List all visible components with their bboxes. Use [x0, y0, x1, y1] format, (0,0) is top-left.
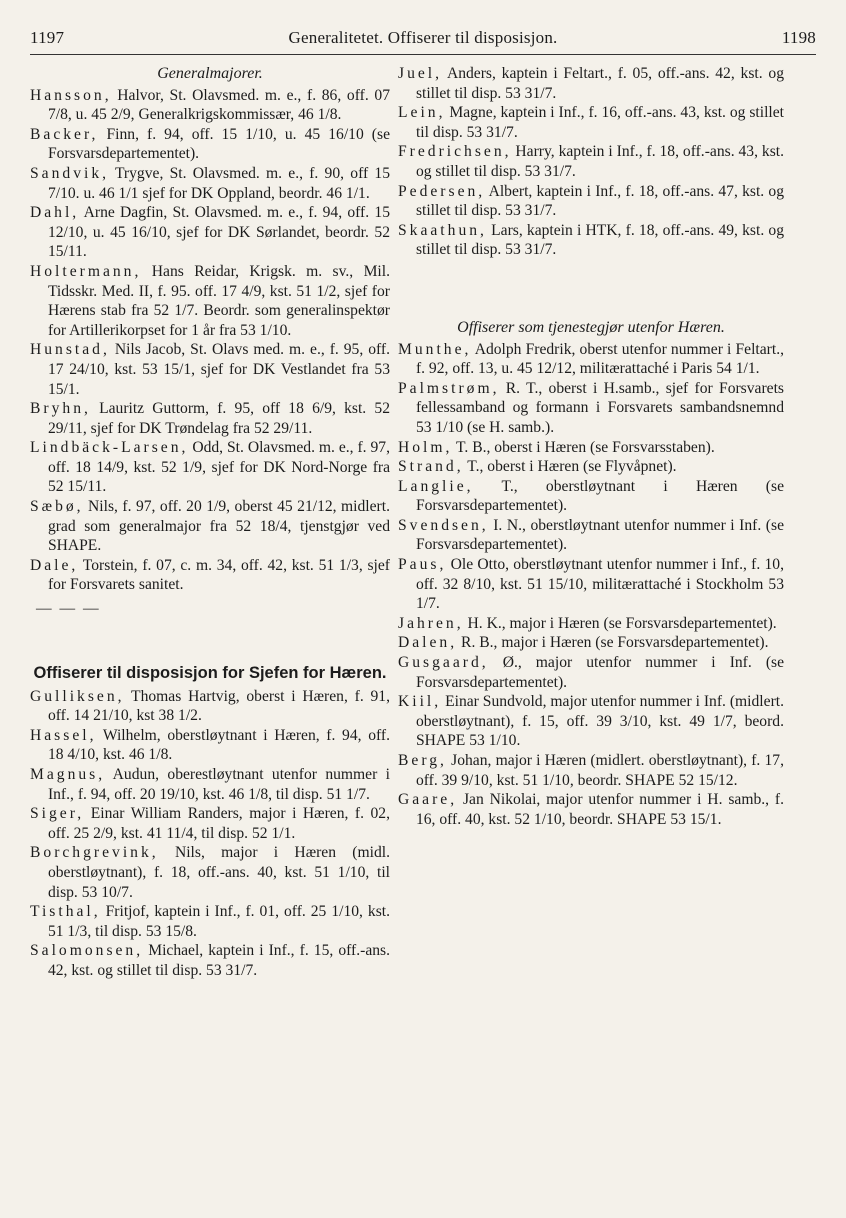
entry-text: Adolph Fredrik, oberst utenfor nummer i Feltart., f. 92, off. 13, u. 45 12/12, militærattaché i Paris 54 1/1. — [415, 340, 784, 378]
entry-text: Audun, oberestløytnant utenfor nummer i Inf., f. 94, off. 20 19/10, kst. 46 1/8, til disp. 51 1/7. — [47, 766, 390, 803]
entry-name: Magnus, — [30, 766, 106, 783]
entry-name: Holm, — [398, 438, 453, 456]
entry-name: Langlie, — [398, 477, 474, 495]
entry-name: Backer, — [30, 125, 99, 143]
entry-text: Wilhelm, oberstløytnant i Hæren, f. 94, off. 18 4/10, kst. 46 1/8. — [47, 726, 390, 764]
entry-name: Paus, — [398, 556, 447, 574]
entry-text: Ø., major utenfor nummer i Inf. (se Forsvarsdepartementet). — [415, 654, 784, 691]
entry-name: Pedersen, — [398, 182, 486, 200]
entry-name: Munthe, — [398, 340, 472, 358]
entry-text: Nils Jacob, St. Olavs med. m. e., f. 95, off. 17 24/10, kst. 53 15/1, sjef for DK Vestlandet fra 53 15/1. — [47, 341, 390, 398]
entry — [398, 633, 784, 653]
entry — [398, 103, 784, 142]
entry — [398, 182, 784, 221]
entry-name: Hassel, — [30, 726, 97, 744]
section-heading-utenfor: Offiserer som tjenestegjør utenfor Hæren. — [457, 318, 725, 336]
entry-text: Torstein, f. 07, c. m. 34, off. 42, kst. 51 1/3, sjef for Forsvarets sanitet. — [47, 556, 390, 594]
entry-text: Anders, kaptein i Feltart., f. 05, off.-ans. 42, kst. og stillet til disp. 53 31/7. — [415, 65, 784, 102]
entry — [30, 164, 390, 203]
entry — [30, 86, 390, 125]
entry — [30, 804, 390, 843]
header-rule — [30, 54, 816, 55]
section-separator: — — — — [36, 600, 101, 618]
entry — [398, 751, 784, 790]
section-heading-disposisjon: Offiserer til disposisjon for Sjefen for Hæren. — [33, 663, 387, 682]
entry-name: Tisthal, — [30, 903, 101, 921]
entry-text: Johan, major i Hæren (midlert. oberstløytnant), f. 17, off. 39 9/10, kst. 51 1/10, beordr. SHAPE 52 15/12. — [415, 752, 784, 789]
entry-name: Borchgrevink, — [30, 844, 159, 862]
entry — [30, 399, 390, 438]
entry-text: Einar Sundvold, major utenfor nummer i Inf. (midlert. oberstløytnant), f. 15, off. 39 3/10, kst. 49 1/7, beord. SHAPE 53 1/10. — [415, 693, 784, 750]
entry-name: Kiil, — [398, 693, 442, 711]
entry-text: Hans Reidar, Krigsk. m. sv., Mil. Tidsskr. Med. II, f. 95. off. 17 4/9, kst. 51 1/2, sjef for Hærens stab fra 52 1/7. Beordr. som generalinspektør for Artillerikorpset for 1 år fra 53 1/10. — [47, 262, 390, 339]
entry-name: Jahren, — [398, 614, 464, 632]
entry-name: Bryhn, — [30, 400, 91, 418]
entry-text: I. N., oberstløytnant utenfor nummer i Inf. (se Forsvarsdepartementet). — [415, 516, 784, 554]
right-column — [398, 64, 784, 829]
entry — [398, 340, 784, 379]
left-column — [30, 64, 390, 981]
entry — [398, 516, 784, 555]
entry-text: Magne, kaptein i Inf., f. 16, off.-ans. 43, kst. og stillet til disp. 53 31/7. — [415, 104, 784, 141]
entry-name: Lein, — [398, 104, 446, 122]
entry-name: Salomonsen, — [30, 942, 144, 960]
entry-name: Dalen, — [398, 634, 458, 652]
entry-name: Gaare, — [398, 791, 458, 809]
entry — [398, 142, 784, 181]
entry — [398, 653, 784, 692]
entry-name: Holtermann, — [30, 262, 142, 280]
entry-text: R. T., oberst i H.samb., sjef for Forsvarets fellessamband og formann i Forsvarets sambandsnemnd 53 1/10 (se H. samb.). — [415, 379, 784, 436]
entry-text: Fritjof, kaptein i Inf., f. 01, off. 25 1/10, kst. 51 1/3, til disp. 53 15/8. — [47, 903, 390, 940]
entry-name: Sæbø, — [30, 498, 84, 516]
entry — [30, 726, 390, 765]
entry — [398, 555, 784, 614]
entry-text: Halvor, St. Olavsmed. m. e., f. 86, off. 07 7/8, u. 45 2/9, Generalkrigskommissær, 46 1/8. — [47, 86, 390, 124]
utenfor-list — [398, 340, 784, 830]
generalmajorer-list — [30, 86, 390, 595]
entry-name: Hunstad, — [30, 341, 110, 359]
entry-text: T. B., oberst i Hæren (se Forsvarsstaben). — [452, 438, 715, 456]
entry — [30, 902, 390, 941]
entry-text: Einar William Randers, major i Hæren, f. 02, off. 25 2/9, kst. 41 11/4, til disp. 52 1/1. — [47, 805, 390, 842]
entry — [30, 843, 390, 902]
entry-text: Lars, kaptein i HTK, f. 18, off.-ans. 49, kst. og stillet til disp. 53 31/7. — [415, 221, 784, 259]
entry-name: Lindbäck-Larsen, — [30, 439, 189, 457]
entry-name: Sandvik, — [30, 164, 110, 182]
entry-text: Albert, kaptein i Inf., f. 18, off.-ans. 47, kst. og stillet til disp. 53 31/7. — [415, 182, 784, 220]
entry-text: T., oberst i Hæren (se Flyvåpnet). — [463, 458, 677, 476]
entry-name: Svendsen, — [398, 516, 489, 534]
entry — [30, 262, 390, 340]
entry — [30, 125, 390, 164]
entry — [30, 340, 390, 399]
entry — [398, 379, 784, 438]
entry-text: Ole Otto, oberstløytnant utenfor nummer i Inf., f. 10, off. 32 8/10, kst. 51 15/10, militærattaché i Stockholm 53 1/7. — [415, 556, 784, 613]
entry-name: Fredrichsen, — [398, 143, 512, 161]
disposisjon-list-continued — [398, 64, 784, 260]
entry-text: Finn, f. 94, off. 15 1/10, u. 45 16/10 (se Forsvarsdepartementet). — [47, 125, 390, 163]
entry-text: Harry, kaptein i Inf., f. 18, off.-ans. 43, kst. og stillet til disp. 53 31/7. — [415, 143, 784, 180]
entry-name: Strand, — [398, 458, 464, 476]
entry-text: Odd, St. Olavsmed. m. e., f. 97, off. 18 14/9, kst. 52 1/9, sjef for DK Nord-Norge fra 52 15/11. — [47, 439, 390, 496]
entry — [398, 477, 784, 516]
page-header — [30, 28, 816, 48]
entry — [30, 556, 390, 595]
entry-name: Hansson, — [30, 86, 112, 104]
entry — [398, 457, 784, 477]
entry-text: H. K., major i Hæren (se Forsvarsdepartementet). — [463, 614, 777, 632]
entry-text: T., oberstløytnant i Hæren (se Forsvarsdepartementet). — [415, 477, 784, 515]
entry — [398, 614, 784, 634]
disposisjon-list — [30, 687, 390, 981]
entry-text: Jan Nikolai, major utenfor nummer i H. samb., f. 16, off. 40, kst. 52 1/10, beordr. SHAPE 53 15/1. — [415, 791, 784, 828]
entry-text: Thomas Hartvig, oberst i Hæren, f. 91, off. 14 21/10, kst 38 1/2. — [47, 687, 390, 725]
entry-name: Gusgaard, — [398, 654, 489, 672]
entry-text: Lauritz Guttorm, f. 95, off 18 6/9, kst. 52 29/11, sjef for DK Trøndelag fra 52 29/11. — [47, 400, 390, 437]
entry-text: R. B., major i Hæren (se Forsvarsdepartementet). — [457, 634, 769, 652]
entry-text: Nils, major i Hæren (midl. oberstløytnant), f. 18, off.-ans. 40, kst. 51 1/10, til disp. 53 10/7. — [47, 844, 390, 901]
entry-name: Siger, — [30, 805, 85, 823]
entry-name: Skaathun, — [398, 221, 487, 239]
running-title: Generalitetet. Offiserer til disposisjon. — [288, 28, 558, 47]
section-heading-generalmajorer: Generalmajorer. — [157, 65, 263, 82]
left-page-number: 1197 — [30, 28, 65, 47]
entry-name: Palmstrøm, — [398, 379, 500, 397]
entry-text: Nils, f. 97, off. 20 1/9, oberst 45 21/12, midlert. grad som generalmajor fra 52 18/4, tjenstgjør ved SHAPE. — [47, 498, 390, 555]
entry-name: Berg, — [398, 752, 447, 769]
entry — [30, 687, 390, 726]
entry — [398, 790, 784, 829]
entry — [398, 438, 784, 458]
entry-name: Dale, — [30, 556, 79, 574]
entry — [30, 203, 390, 262]
entry — [398, 221, 784, 260]
entry-text: Arne Dagfin, St. Olavsmed. m. e., f. 94, off. 15 12/10, u. 45 16/10, sjef for DK Sørlandet, beordr. 52 15/11. — [47, 204, 390, 261]
entry-name: Juel, — [398, 65, 443, 82]
entry — [30, 941, 390, 980]
entry-text: Michael, kaptein i Inf., f. 15, off.-ans. 42, kst. og stillet til disp. 53 31/7. — [47, 942, 390, 979]
entry — [30, 497, 390, 556]
entry-name: Dahl, — [30, 204, 80, 222]
entry — [30, 765, 390, 804]
entry — [398, 692, 784, 751]
entry — [398, 64, 784, 103]
entry — [30, 438, 390, 497]
entry-name: Gulliksen, — [30, 687, 125, 705]
right-page-number: 1198 — [781, 28, 816, 47]
entry-text: Trygve, St. Olavsmed. m. e., f. 90, off 15 7/10. u. 46 1/1 sjef for DK Oppland, beordr. 46 1/1. — [47, 164, 390, 202]
